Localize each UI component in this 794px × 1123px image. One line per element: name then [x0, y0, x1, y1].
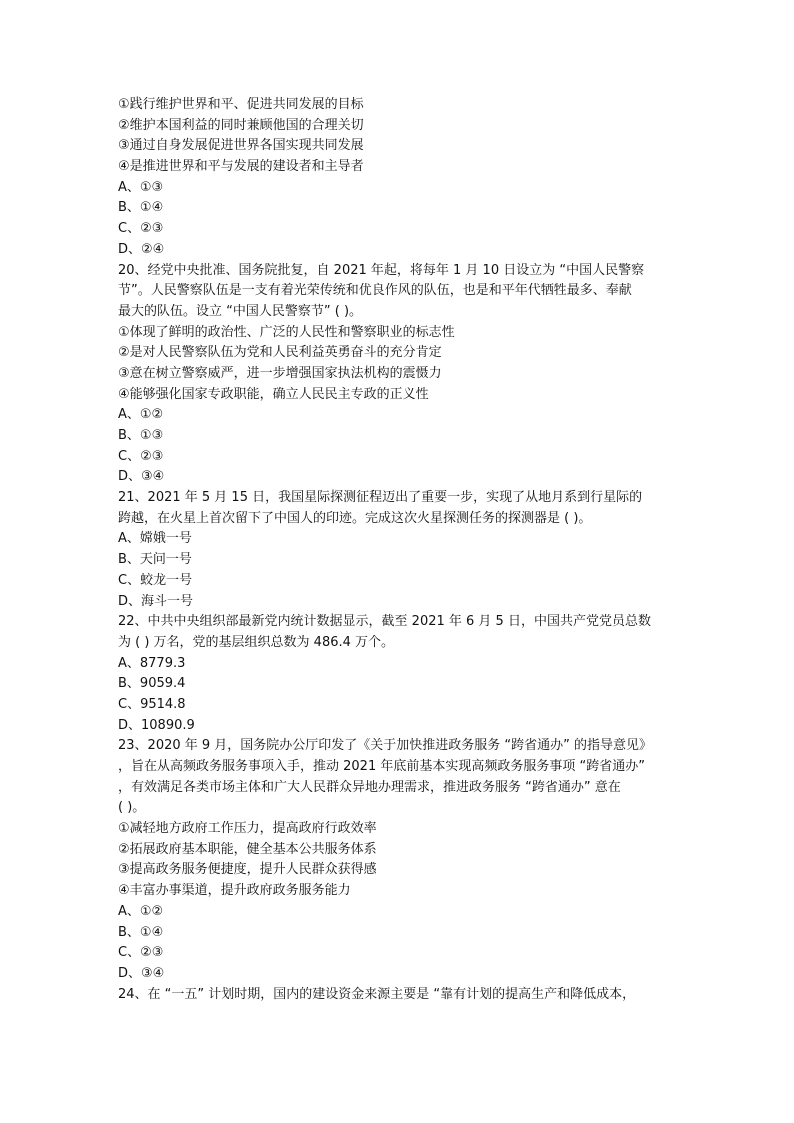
text-line: ④是推进世界和平与发展的建设者和主导者 [118, 159, 364, 175]
document-body [118, 95, 688, 1005]
question-line: 22、中共中央组织部最新党内统计数据显示，截至 2021 年 6 月 5 日，中国共产党党员总数 [118, 614, 651, 630]
question-line: 节”。人民警察队伍是一支有着光荣传统和优良作风的队伍，也是和平年代牺牲最多、奉献 [118, 283, 632, 299]
option-line: C、9514.8 [118, 696, 186, 712]
question-line: 20、经党中央批准、国务院批复，自 2021 年起，将每年 1 月 10 日设立为 “中国人民警察 [118, 262, 645, 278]
option-line: C、②③ [118, 448, 164, 464]
question-line: 24、在 “一五” 计划时期，国内的建设资金来源主要是 “靠有计划的提高生产和降低成本， [118, 986, 636, 1002]
option-line: D、③④ [118, 965, 165, 981]
text-line: ①践行维护世界和平、促进共同发展的目标 [118, 97, 364, 112]
option-line: A、①③ [118, 179, 164, 195]
option-line: C、②③ [118, 221, 164, 237]
text-line: ④能够强化国家专政职能，确立人民民主专政的正义性 [118, 386, 429, 402]
option-line: B、①④ [118, 924, 164, 940]
question-line: 21、2021 年 5 月 15 日，我国星际探测征程迈出了重要一步，实现了从地月系到行星际的 [118, 490, 643, 506]
option-line: B、天问一号 [118, 552, 192, 568]
option-line: D、10890.9 [118, 717, 195, 733]
question-line: 最大的队伍。设立 “中国人民警察节” ( )。 [118, 303, 363, 319]
text-line: ③提高政务服务便捷度，提升人民群众获得感 [118, 862, 377, 878]
text-line: ②维护本国利益的同时兼顾他国的合理关切 [118, 117, 364, 133]
question-line: 为 ( ) 万名，党的基层组织总数为 486.4 万个。 [118, 634, 395, 650]
option-line: A、嫦娥一号 [118, 531, 192, 547]
option-line: B、9059.4 [118, 676, 186, 692]
option-line: A、①② [118, 407, 164, 423]
option-line: C、蛟龙一号 [118, 572, 193, 588]
question-line: ，有效满足各类市场主体和广大人民群众异地办理需求，推进政务服务 “跨省通办” 意在 [118, 779, 621, 795]
text-line: ③通过自身发展促进世界各国实现共同发展 [118, 138, 364, 154]
text-line: ①减轻地方政府工作压力，提高政府行政效率 [118, 821, 377, 837]
question-line: 跨越，在火星上首次留下了中国人的印迹。完成这次火星探测任务的探测器是 ( )。 [118, 510, 592, 526]
option-line: A、8779.3 [118, 655, 186, 671]
question-line: ( )。 [118, 800, 146, 816]
option-line: B、①③ [118, 428, 164, 443]
option-line: B、①④ [118, 200, 164, 216]
text-line: ②拓展政府基本职能，健全基本公共服务体系 [118, 841, 377, 857]
question-line: 23、2020 年 9 月，国务院办公厅印发了《关于加快推进政务服务 “跨省通办” 的指导意见》 [118, 738, 653, 754]
text-line: ①体现了鲜明的政治性、广泛的人民性和警察职业的标志性 [118, 324, 455, 340]
text-line: ③意在树立警察威严，进一步增强国家执法机构的震慑力 [118, 365, 442, 381]
text-line: ④丰富办事渠道，提升政府政务服务能力 [118, 883, 351, 899]
option-line: D、海斗一号 [118, 593, 194, 609]
option-line: A、①② [118, 903, 164, 919]
question-line: ，旨在从高频政务服务事项入手，推动 2021 年底前基本实现高频政务服务事项 “跨省通办” [118, 759, 645, 774]
option-line: C、②③ [118, 945, 164, 961]
option-line: D、②④ [118, 241, 165, 257]
option-line: D、③④ [118, 469, 165, 485]
text-line: ②是对人民警察队伍为党和人民利益英勇奋斗的充分肯定 [118, 345, 442, 361]
